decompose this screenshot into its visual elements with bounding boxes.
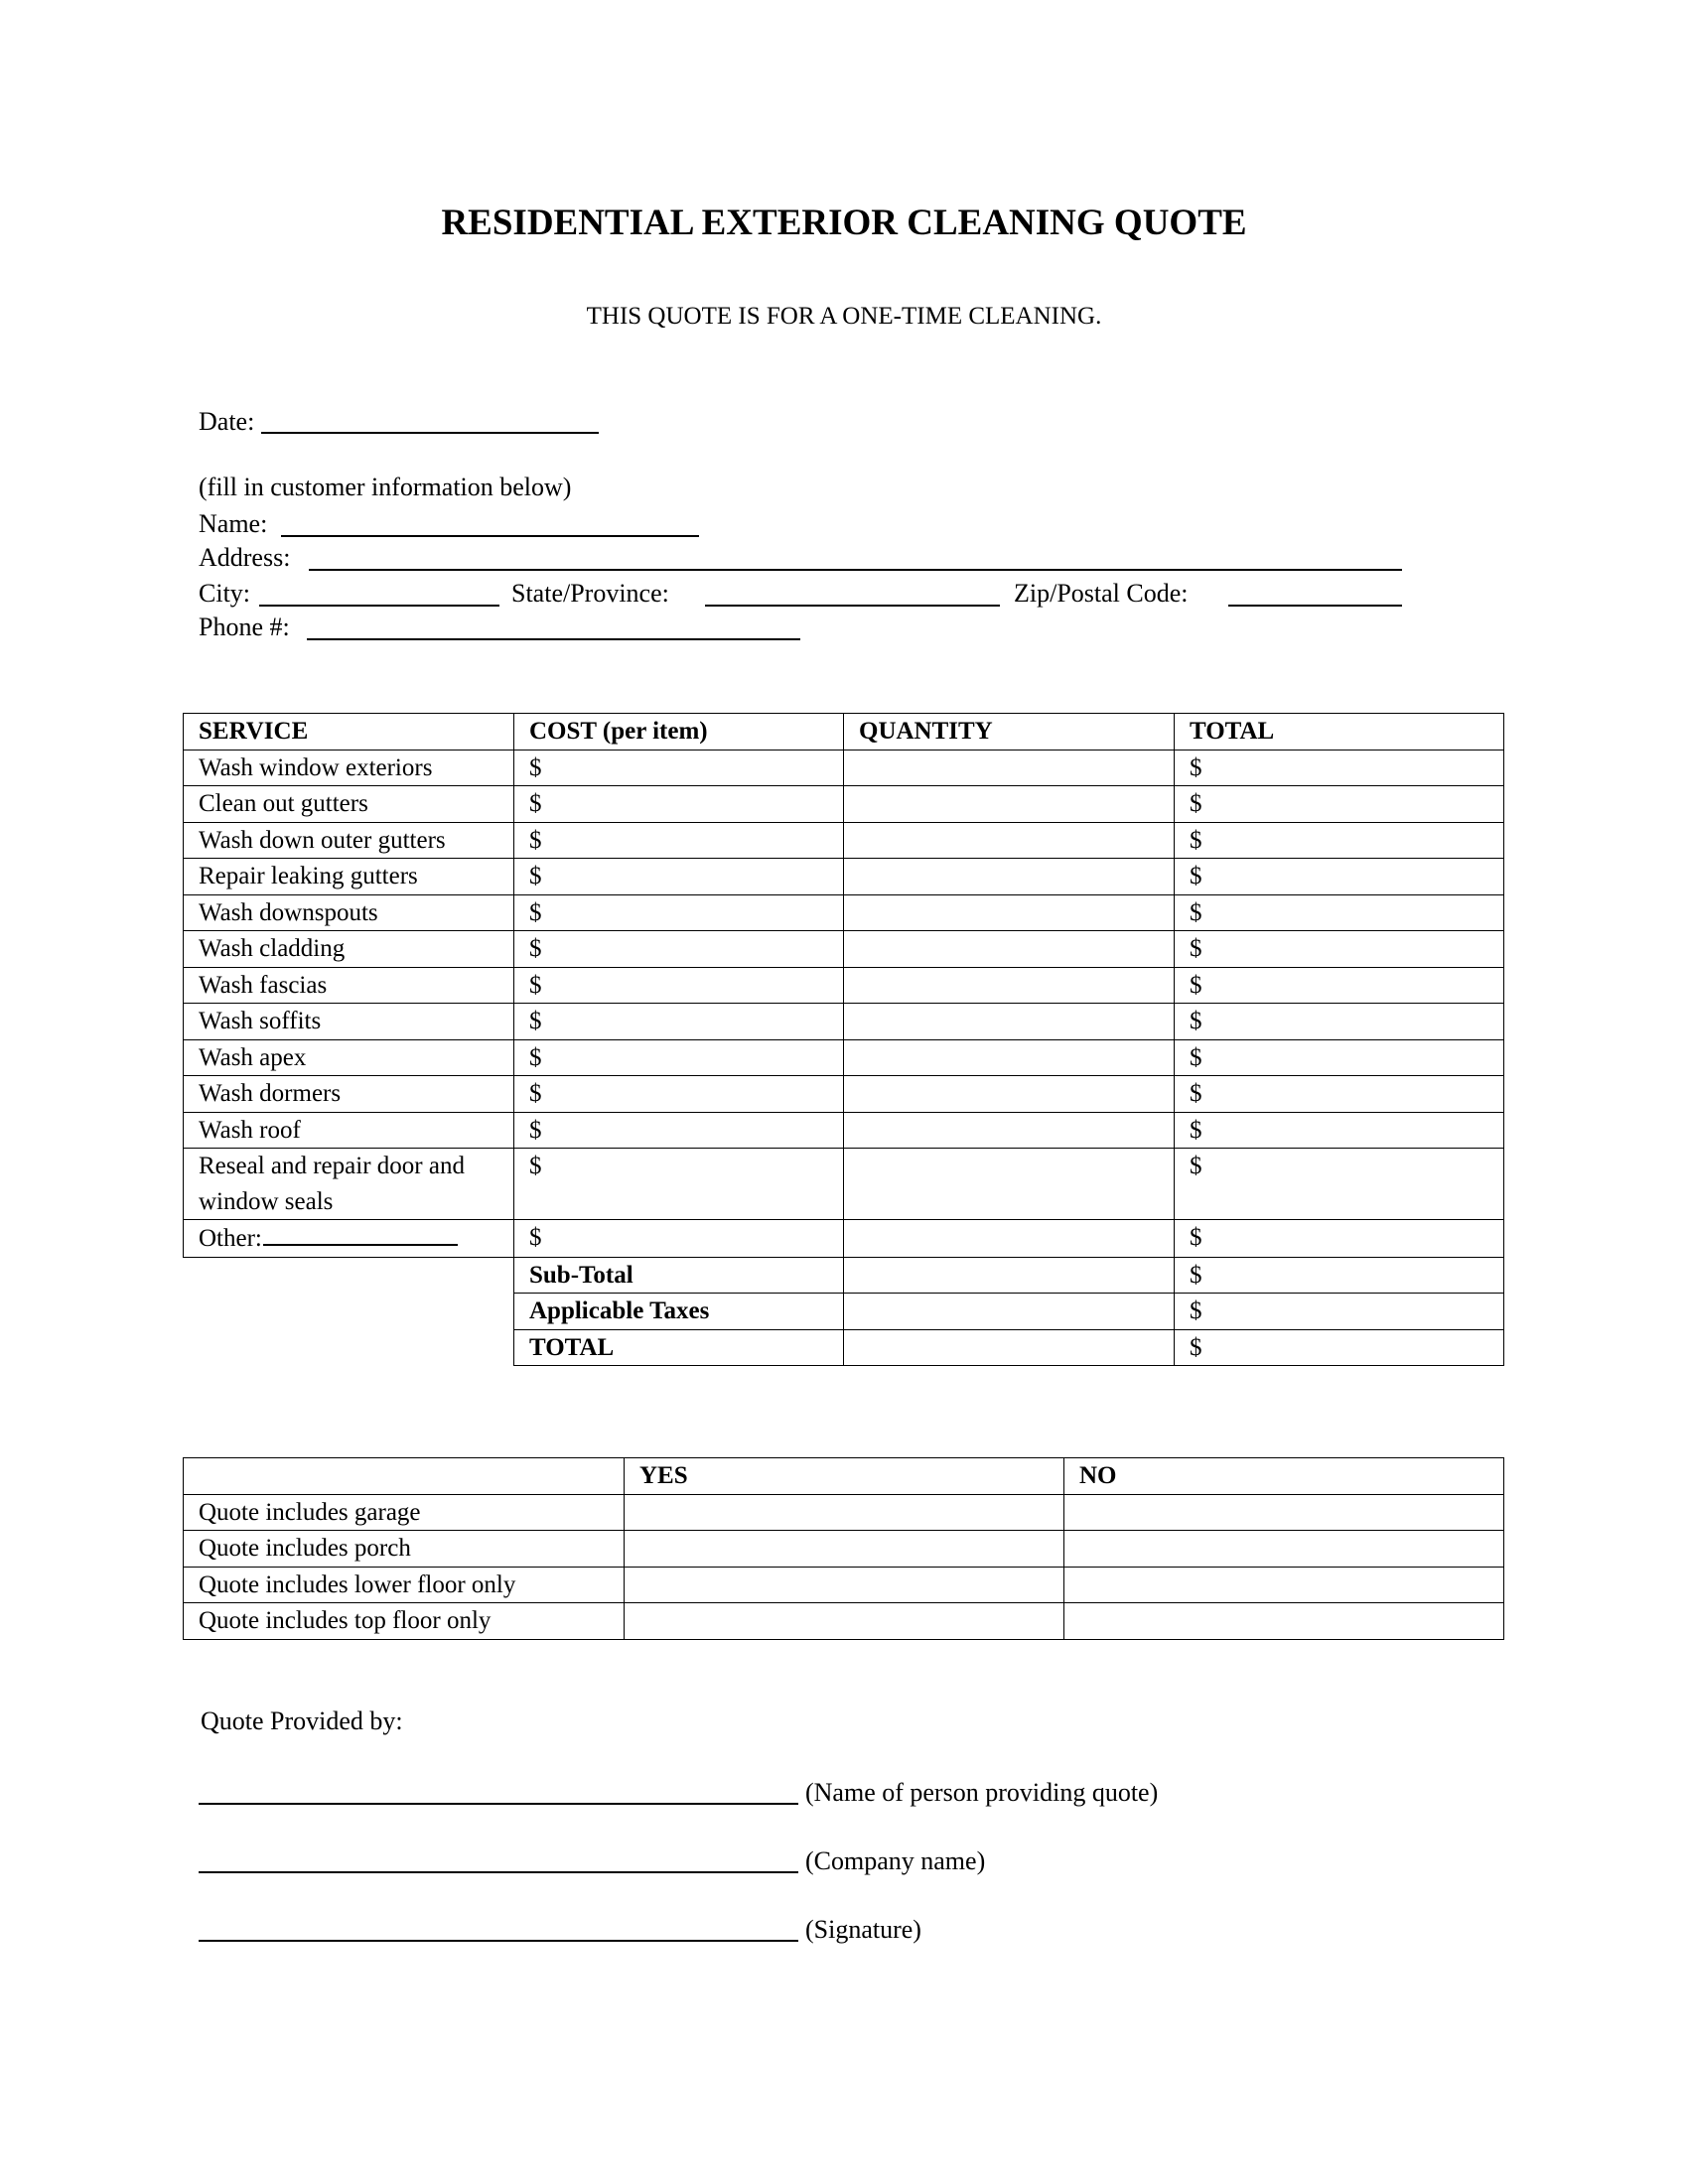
service-row bbox=[184, 750, 1504, 786]
service-name: Wash downspouts bbox=[184, 894, 514, 931]
summary-row bbox=[184, 1329, 1504, 1366]
provider-name-label: (Name of person providing quote) bbox=[805, 1778, 1159, 1807]
document-title: RESIDENTIAL EXTERIOR CLEANING QUOTE bbox=[441, 203, 1247, 243]
total-cell[interactable]: $ bbox=[1175, 1004, 1504, 1040]
no-cell[interactable] bbox=[1064, 1567, 1504, 1603]
service-name: Wash apex bbox=[184, 1039, 514, 1076]
summary-label: TOTAL bbox=[514, 1329, 844, 1366]
header-cost: COST (per item) bbox=[514, 714, 844, 751]
cost-cell[interactable]: $ bbox=[514, 1220, 844, 1258]
summary-row bbox=[184, 1257, 1504, 1294]
yes-cell[interactable] bbox=[625, 1494, 1064, 1531]
inclusions-header-row bbox=[184, 1458, 1504, 1495]
city-input-line[interactable] bbox=[259, 605, 499, 607]
signature-line[interactable] bbox=[199, 1940, 798, 1942]
company-name-label: (Company name) bbox=[805, 1846, 986, 1875]
cost-cell[interactable]: $ bbox=[514, 967, 844, 1004]
inclusion-label: Quote includes porch bbox=[184, 1531, 625, 1568]
quantity-cell[interactable] bbox=[844, 1004, 1175, 1040]
quantity-cell[interactable] bbox=[844, 1076, 1175, 1113]
summary-quantity-cell[interactable] bbox=[844, 1329, 1175, 1366]
yes-cell[interactable] bbox=[625, 1531, 1064, 1568]
inclusion-row bbox=[184, 1494, 1504, 1531]
inclusion-label: Quote includes top floor only bbox=[184, 1603, 625, 1640]
quote-provided-by-heading: Quote Provided by: bbox=[201, 1706, 403, 1735]
zip-input-line[interactable] bbox=[1228, 605, 1402, 607]
service-row bbox=[184, 1039, 1504, 1076]
service-row bbox=[184, 894, 1504, 931]
service-name: Wash roof bbox=[184, 1112, 514, 1149]
header-quantity: QUANTITY bbox=[844, 714, 1175, 751]
cost-cell[interactable]: $ bbox=[514, 931, 844, 968]
header-blank bbox=[184, 1458, 625, 1495]
total-cell[interactable]: $ bbox=[1175, 822, 1504, 859]
service-row bbox=[184, 1112, 1504, 1149]
cost-cell[interactable]: $ bbox=[514, 1039, 844, 1076]
quantity-cell[interactable] bbox=[844, 1220, 1175, 1258]
no-cell[interactable] bbox=[1064, 1531, 1504, 1568]
service-name: Repair leaking gutters bbox=[184, 859, 514, 895]
total-cell[interactable]: $ bbox=[1175, 859, 1504, 895]
inclusion-row bbox=[184, 1531, 1504, 1568]
summary-label: Sub-Total bbox=[514, 1257, 844, 1294]
services-table bbox=[183, 713, 1504, 1366]
total-cell[interactable]: $ bbox=[1175, 786, 1504, 823]
total-cell[interactable]: $ bbox=[1175, 1112, 1504, 1149]
quantity-cell[interactable] bbox=[844, 931, 1175, 968]
no-cell[interactable] bbox=[1064, 1494, 1504, 1531]
no-cell[interactable] bbox=[1064, 1603, 1504, 1640]
quantity-cell[interactable] bbox=[844, 1149, 1175, 1220]
cost-cell[interactable]: $ bbox=[514, 1004, 844, 1040]
inclusion-label: Quote includes lower floor only bbox=[184, 1567, 625, 1603]
total-cell[interactable]: $ bbox=[1175, 1076, 1504, 1113]
total-cell[interactable]: $ bbox=[1175, 931, 1504, 968]
total-cell[interactable]: $ bbox=[1175, 967, 1504, 1004]
date-input-line[interactable] bbox=[261, 432, 599, 434]
header-no: NO bbox=[1064, 1458, 1504, 1495]
summary-quantity-cell[interactable] bbox=[844, 1257, 1175, 1294]
name-input-line[interactable] bbox=[281, 535, 699, 537]
signature-label: (Signature) bbox=[805, 1915, 921, 1944]
summary-spacer bbox=[184, 1257, 514, 1294]
service-row bbox=[184, 1220, 1504, 1258]
inclusion-label: Quote includes garage bbox=[184, 1494, 625, 1531]
service-row bbox=[184, 1076, 1504, 1113]
name-label: Name: bbox=[199, 509, 268, 538]
quantity-cell[interactable] bbox=[844, 822, 1175, 859]
cost-cell[interactable]: $ bbox=[514, 859, 844, 895]
summary-quantity-cell[interactable] bbox=[844, 1294, 1175, 1330]
service-name: Wash fascias bbox=[184, 967, 514, 1004]
other-service-input-line[interactable] bbox=[263, 1220, 458, 1246]
summary-spacer bbox=[184, 1329, 514, 1366]
cost-cell[interactable]: $ bbox=[514, 1149, 844, 1220]
date-label: Date: bbox=[199, 407, 255, 436]
cost-cell[interactable]: $ bbox=[514, 750, 844, 786]
quantity-cell[interactable] bbox=[844, 750, 1175, 786]
service-row bbox=[184, 931, 1504, 968]
service-name bbox=[184, 1220, 514, 1258]
quantity-cell[interactable] bbox=[844, 1039, 1175, 1076]
service-row bbox=[184, 967, 1504, 1004]
service-row bbox=[184, 786, 1504, 823]
city-label: City: bbox=[199, 579, 251, 608]
total-cell[interactable]: $ bbox=[1175, 1039, 1504, 1076]
service-name: Wash dormers bbox=[184, 1076, 514, 1113]
service-name: Wash window exteriors bbox=[184, 750, 514, 786]
summary-label: Applicable Taxes bbox=[514, 1294, 844, 1330]
phone-label: Phone #: bbox=[199, 613, 290, 641]
service-row bbox=[184, 859, 1504, 895]
state-input-line[interactable] bbox=[705, 605, 1000, 607]
quantity-cell[interactable] bbox=[844, 1112, 1175, 1149]
cost-cell[interactable]: $ bbox=[514, 894, 844, 931]
yes-cell[interactable] bbox=[625, 1603, 1064, 1640]
service-row bbox=[184, 1004, 1504, 1040]
company-name-line[interactable] bbox=[199, 1871, 798, 1873]
cost-cell[interactable]: $ bbox=[514, 786, 844, 823]
total-cell[interactable]: $ bbox=[1175, 894, 1504, 931]
service-row bbox=[184, 822, 1504, 859]
customer-info-instructions: (fill in customer information below) bbox=[199, 473, 572, 501]
total-cell[interactable]: $ bbox=[1175, 750, 1504, 786]
summary-total-cell[interactable]: $ bbox=[1175, 1294, 1504, 1330]
cost-cell[interactable]: $ bbox=[514, 822, 844, 859]
summary-spacer bbox=[184, 1294, 514, 1330]
services-header-row bbox=[184, 714, 1504, 751]
address-label: Address: bbox=[199, 543, 291, 572]
total-cell[interactable]: $ bbox=[1175, 1220, 1504, 1258]
header-total: TOTAL bbox=[1175, 714, 1504, 751]
quantity-cell[interactable] bbox=[844, 786, 1175, 823]
header-service: SERVICE bbox=[184, 714, 514, 751]
summary-row bbox=[184, 1294, 1504, 1330]
cost-cell[interactable]: $ bbox=[514, 1076, 844, 1113]
service-name: Clean out gutters bbox=[184, 786, 514, 823]
quantity-cell[interactable] bbox=[844, 859, 1175, 895]
quantity-cell[interactable] bbox=[844, 894, 1175, 931]
summary-total-cell[interactable]: $ bbox=[1175, 1329, 1504, 1366]
summary-total-cell[interactable]: $ bbox=[1175, 1257, 1504, 1294]
service-name: Wash cladding bbox=[184, 931, 514, 968]
service-row bbox=[184, 1149, 1504, 1220]
cost-cell[interactable]: $ bbox=[514, 1112, 844, 1149]
address-input-line[interactable] bbox=[309, 569, 1402, 571]
total-cell[interactable]: $ bbox=[1175, 1149, 1504, 1220]
zip-label: Zip/Postal Code: bbox=[1014, 579, 1189, 608]
inclusion-row bbox=[184, 1603, 1504, 1640]
inclusions-table bbox=[183, 1457, 1504, 1640]
provider-name-line[interactable] bbox=[199, 1803, 798, 1805]
header-yes: YES bbox=[625, 1458, 1064, 1495]
service-name: Wash soffits bbox=[184, 1004, 514, 1040]
phone-input-line[interactable] bbox=[307, 638, 800, 640]
inclusion-row bbox=[184, 1567, 1504, 1603]
quantity-cell[interactable] bbox=[844, 967, 1175, 1004]
document-subtitle: THIS QUOTE IS FOR A ONE-TIME CLEANING. bbox=[586, 303, 1102, 330]
service-name: Reseal and repair door and window seals bbox=[184, 1149, 514, 1220]
yes-cell[interactable] bbox=[625, 1567, 1064, 1603]
state-label: State/Province: bbox=[511, 579, 669, 608]
service-name: Wash down outer gutters bbox=[184, 822, 514, 859]
other-label: Other: bbox=[199, 1225, 262, 1252]
